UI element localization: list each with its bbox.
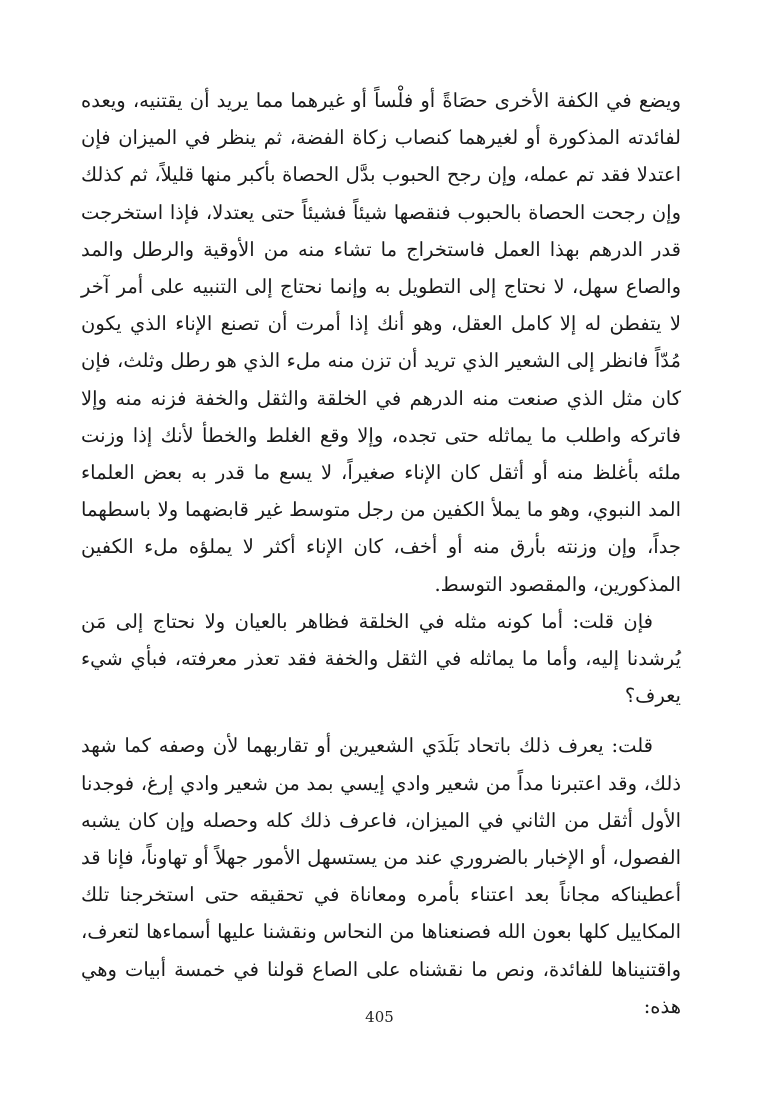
page-number: 405 — [365, 1008, 394, 1026]
paragraph-3: قلت: يعرف ذلك باتحاد بَلَدَي الشعيرين أو تقاربهما لأن وصفه كما شهد ذلك، وقد اعتبرنا مداً من شعير وادي إيسي بمد من شعير وادي إرغ، فوجدنا الأول أثقل من الثاني في الميزان، فاعرف ذلك كله وحصله وإن كان يشبه الفصول، أو الإخبار بالضروري عند من يستسهل الأمور جهلاً أو تهاوناً، فإنا قد أعطيناكه مجاناً بعد اعتناء بأمره ومعاناة في تحقيقه حتى استخرجنا تلك المكاييل كلها بعون الله فصنعناها من النحاس ونقشنا عليها أسماءها لتعرف، واقتنيناها للفائدة، ونص ما نقشناه على الصاع قولنا في خمسة أبيات وهي هذه: — [81, 734, 681, 1018]
paragraph-1: ويضع في الكفة الأخرى حصَاةً أو فلْساً أو غيرهما مما يريد أن يقتنيه، ويعده لفائدته المذكورة أو لغيرهما كنصاب زكاة الفضة، ثم ينظر في الميزان فإن اعتدلا فقد تم عمله، وإن رجح الحبوب بدَّل الحصاة بأكبر منها قليلاً، ثم كذلك وإن رجحت الحصاة بالحبوب فنقصها شيئاً فشيئاً حتى يعتدلا، فإذا استخرجت قدر الدرهم بهذا العمل فاستخراج ما تشاء منه من الأوقية والرطل والمد والصاع سهل، لا نحتاج إلى التطويل به وإنما نحتاج إلى التنبيه على أمر آخر لا يتفطن له إلا كامل العقل، وهو أنك إذا أمرت أن تصنع الإناء الذي يكون مُدّاً فانظر إلى الشعير الذي تريد أن تزن منه ملء الذي هو رطل وثلث، فإن كان مثل الذي صنعت منه الدرهم في الخلقة والثقل والخفة فزنه منه وإلا فاتركه واطلب ما يماثله حتى تجده، وإلا وقع الغلط والخطأ لأنك إذا وزنت ملئه بأغلظ منه أو أثقل كان الإناء صغيراً، لا يسع ما قدر به بعض العلماء المد النبوي، وهو ما يملأ الكفين من رجل متوسط غير قابضهما ولا باسطهما جداً، وإن وزنته بأرق منه أو أخف، كان الإناء أكثر لا يملؤه ملء الكفين المذكورين، والمقصود التوسط. — [81, 89, 681, 596]
body-text — [81, 82, 681, 1025]
paragraph-2: فإن قلت: أما كونه مثله في الخلقة فظاهر بالعيان ولا نحتاج إلى مَن يُرشدنا إليه، وأما ما يماثله في الثقل والخفة فقد تعذر معرفته، فبأي شيء يعرف؟ — [81, 609, 681, 708]
